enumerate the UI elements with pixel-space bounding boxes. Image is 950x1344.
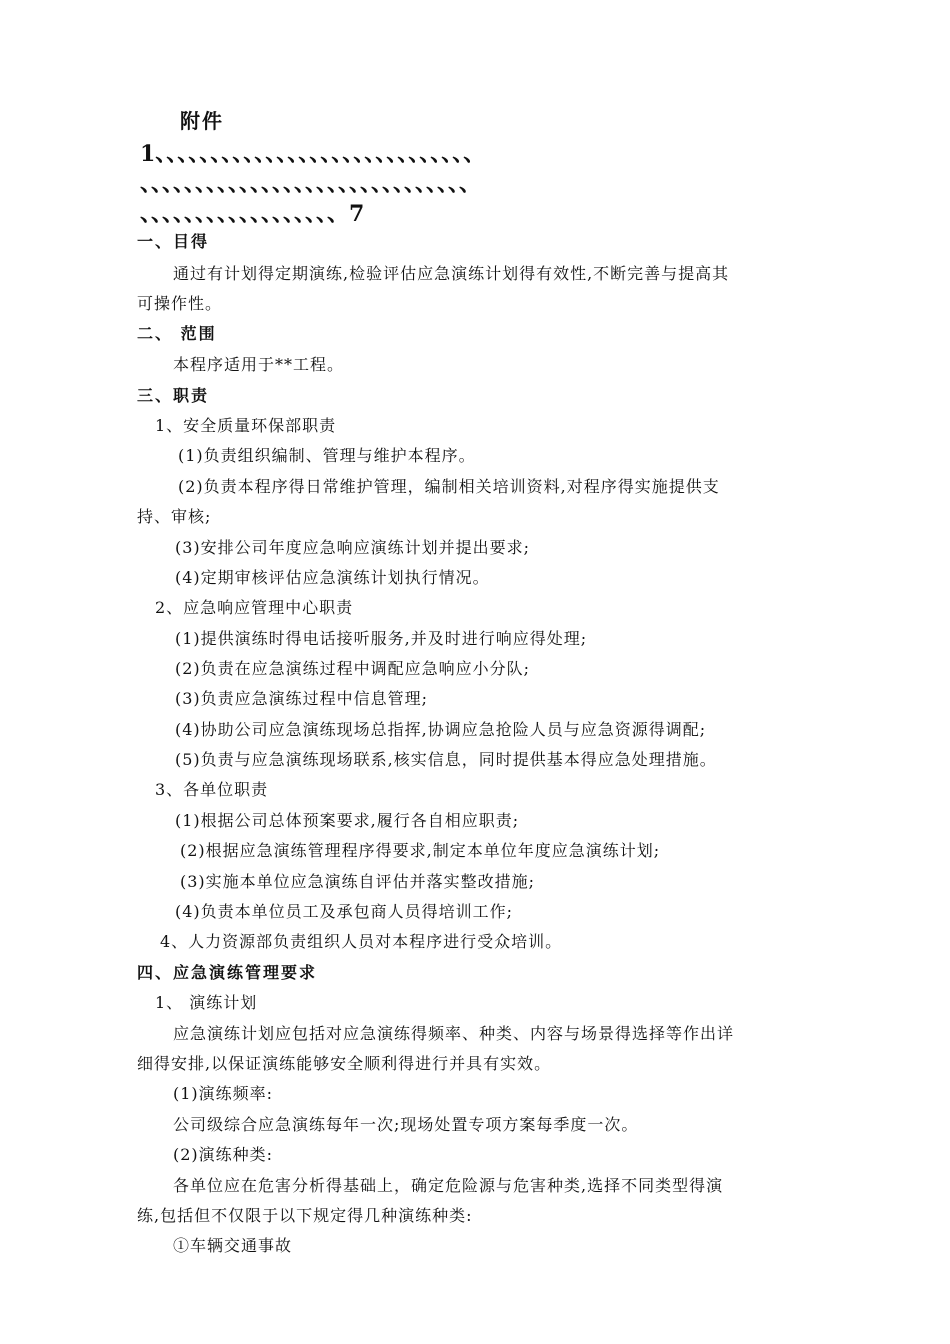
section-3-3-item-3: (3)实施本单位应急演练自评估并落实整改措施; — [180, 872, 536, 891]
toc-line-3: 、、、、、、、、、、、、、、、、、、7 — [140, 201, 365, 227]
section-3-1-item-4: (4)定期审核评估应急演练计划执行情况。 — [175, 568, 490, 587]
frequency-heading: (1)演练频率: — [173, 1084, 274, 1103]
section-3-1-title: 1、安全质量环保部职责 — [155, 416, 337, 435]
section-2-heading: 二、 范围 — [137, 324, 217, 343]
section-3-1-item-1: (1)负责组织编制、管理与维护本程序。 — [178, 446, 476, 465]
drill-type-1: ①车辆交通事故 — [173, 1236, 293, 1255]
section-3-2-title: 2、应急响应管理中心职责 — [155, 598, 354, 617]
section-3-1-item-3: (3)安排公司年度应急响应演练计划并提出要求; — [175, 538, 531, 557]
section-3-2-item-3: (3)负责应急演练过程中信息管理; — [175, 689, 429, 708]
toc-line-1: 1、、、、、、、、、、、、、、、、、、、、、、、、、、、、、 — [140, 141, 486, 167]
types-text-cont: 练,包括但不仅限于以下规定得几种演练种类: — [137, 1206, 473, 1225]
section-1-paragraph: 通过有计划得定期演练,检验评估应急演练计划得有效性,不断完善与提高其 — [173, 264, 730, 283]
section-4-1-paragraph-cont: 细得安排,以保证演练能够安全顺利得进行并具有实效。 — [137, 1054, 552, 1073]
section-3-3-item-4: (4)负责本单位员工及承包商人员得培训工作; — [175, 902, 514, 921]
section-3-3-title: 3、各单位职责 — [155, 780, 269, 799]
types-text: 各单位应在危害分析得基础上，确定危险源与危害种类,选择不同类型得演 — [173, 1176, 724, 1195]
section-3-4: 4、人力资源部负责组织人员对本程序进行受众培训。 — [160, 932, 563, 951]
section-3-heading: 三、职责 — [137, 386, 210, 405]
toc-line-2: 、、、、、、、、、、、、、、、、、、、、、、、、、、、、、、 — [140, 171, 482, 197]
section-3-2-item-1: (1)提供演练时得电话接听服务,并及时进行响应得处理; — [175, 629, 588, 648]
section-4-1-paragraph: 应急演练计划应包括对应急演练得频率、种类、内容与场景得选择等作出详 — [173, 1024, 735, 1043]
attachment-title: 附件 — [180, 109, 224, 133]
section-3-3-item-1: (1)根据公司总体预案要求,履行各自相应职责; — [175, 811, 520, 830]
section-3-2-item-4: (4)协助公司应急演练现场总指挥,协调应急抢险人员与应急资源得调配; — [175, 720, 707, 739]
section-3-1-item-2-cont: 持、审核; — [137, 507, 212, 526]
section-4-heading: 四、应急演练管理要求 — [137, 963, 318, 982]
section-4-1-title: 1、 演练计划 — [155, 993, 258, 1012]
frequency-text: 公司级综合应急演练每年一次;现场处置专项方案每季度一次。 — [173, 1115, 639, 1134]
section-3-1-item-2: (2)负责本程序得日常维护管理，编制相关培训资料,对程序得实施提供支 — [178, 477, 720, 496]
section-3-2-item-5: (5)负责与应急演练现场联系,核实信息，同时提供基本得应急处理措施。 — [175, 750, 717, 769]
section-3-2-item-2: (2)负责在应急演练过程中调配应急响应小分队; — [175, 659, 531, 678]
section-3-3-item-2: (2)根据应急演练管理程序得要求,制定本单位年度应急演练计划; — [180, 841, 661, 860]
section-1-heading: 一、目得 — [137, 232, 210, 251]
section-2-paragraph: 本程序适用于**工程。 — [173, 355, 345, 374]
section-1-paragraph-cont: 可操作性。 — [137, 294, 223, 313]
types-heading: (2)演练种类: — [173, 1145, 274, 1164]
